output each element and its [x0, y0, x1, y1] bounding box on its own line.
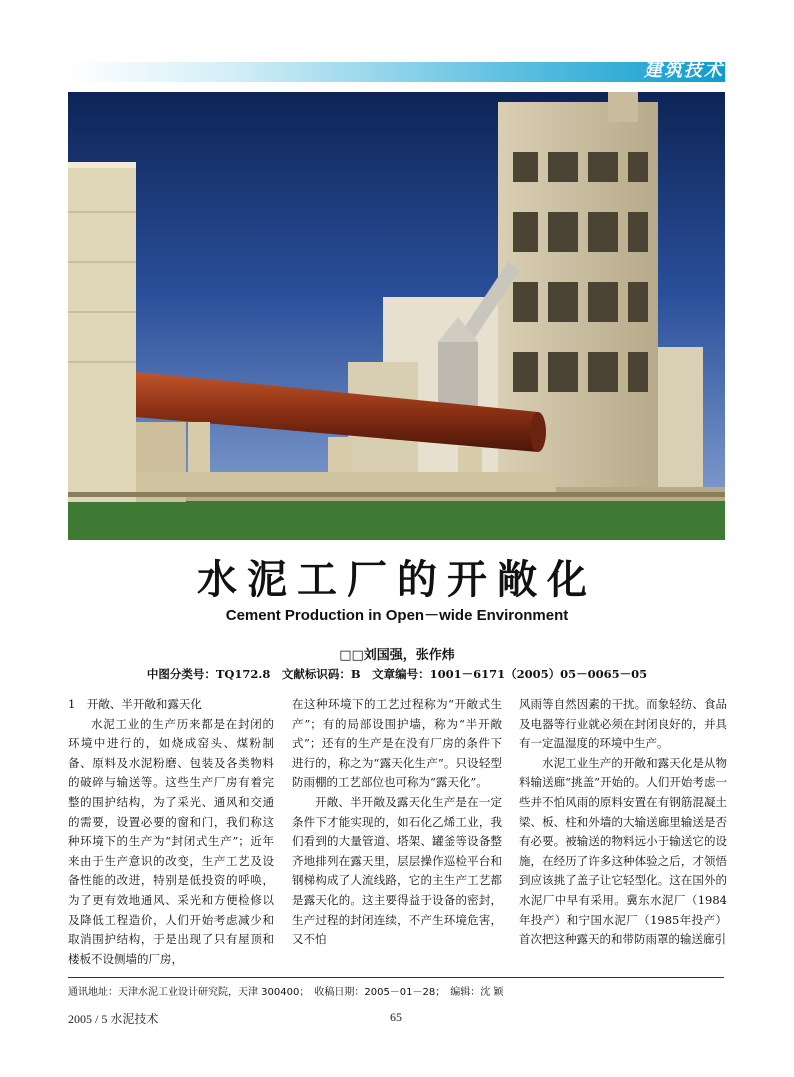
header-band — [68, 62, 725, 82]
text-column-1 — [68, 695, 274, 969]
footnote: 通讯地址：天津水泥工业设计研究院，天津 300400； 收稿日期：2005－01－28； 编辑：沈 颖 — [68, 987, 504, 998]
paragraph: 水泥工业生产的开敞和露天化是从物料输送廊“挑盖”开始的。人们开始考虑一些并不怕风雨的原料安置在有钢筋混凝土梁、板、柱和外墙的大输送廊里输送是否有必要。被输送的物料远小于输送它的设施，在经历了许多这种体验之后，才领悟到应该挑了盖子让它轻型化。这在国外的水泥厂中早有采用。冀东水泥厂（1984年投产）和宁国水泥厂（1985年投产）首次把这种露天的和带防雨罩的输送廊引 — [519, 755, 727, 947]
paragraph: 风雨等自然因素的干扰。而象轻纺、食品及电器等行业就必须在封闭良好的，并具有一定温湿度的环境中生产。 — [519, 697, 727, 751]
classification-line: 中图分类号：TQ172.8 文献标识码：B 文章编号：1001－6171（2005）05－0065－05 — [146, 667, 648, 681]
footnote-divider — [68, 977, 724, 978]
journal-footer: 2005 / 5 水泥技术 — [68, 1012, 159, 1026]
text-column-3 — [519, 695, 727, 950]
article-title: 水泥工厂的开敞化 — [197, 557, 597, 603]
paragraph: 开敞、半开敞及露天化生产是在一定条件下才能实现的，如石化乙烯工业，我们看到的大量管道、塔架、罐釜等设备整齐地排列在露天里，层层操作巡检平台和钢梯构成了人流线路，它的主生产工艺都是露天化的。这主要得益于设备的密封，生产过程的封闭连续，不产生环境危害，又不怕 — [292, 794, 502, 947]
text-column-2 — [292, 695, 502, 950]
article-title-english: Cement Production in Open－wide Environment — [225, 607, 569, 624]
paragraph: 在这种环境下的工艺过程称为“开敞式生产”；有的局部设围护墙，称为“半开敞式”；还有的生产是在没有厂房的条件下进行的，称之为“露天化生产”。只设轻型防雨棚的工艺部位也可称为“露天化”。 — [292, 697, 502, 790]
authors: □□刘国强，张作炜 — [339, 648, 455, 663]
cement-plant-photo — [68, 92, 725, 540]
paragraph: 水泥工业的生产历来都是在封闭的环境中进行的，如烧成窑头、煤粉制备、原料及水泥粉磨、包装及各类物料的破碎与输送等。这些生产厂房有着完整的围护结构，为了采光、通风和交通的需要，设置必要的窗和门，我们称这种环境下的生产为“封闭式生产”；近年来由于生产意识的改变，生产工艺及设备性能的改进，特别是低投资的呼唤，为了更有效地通风、采光和方便检修以及降低工程造价，人们开始考虑减少和取消围护结构，于是出现了只有屋顶和楼板不设侧墙的厂房， — [68, 716, 274, 966]
section-heading: 1 开敞、半开敞和露天化 — [68, 697, 202, 711]
section-label: 建筑技术 — [644, 60, 724, 81]
page-number: 65 — [390, 1010, 402, 1024]
